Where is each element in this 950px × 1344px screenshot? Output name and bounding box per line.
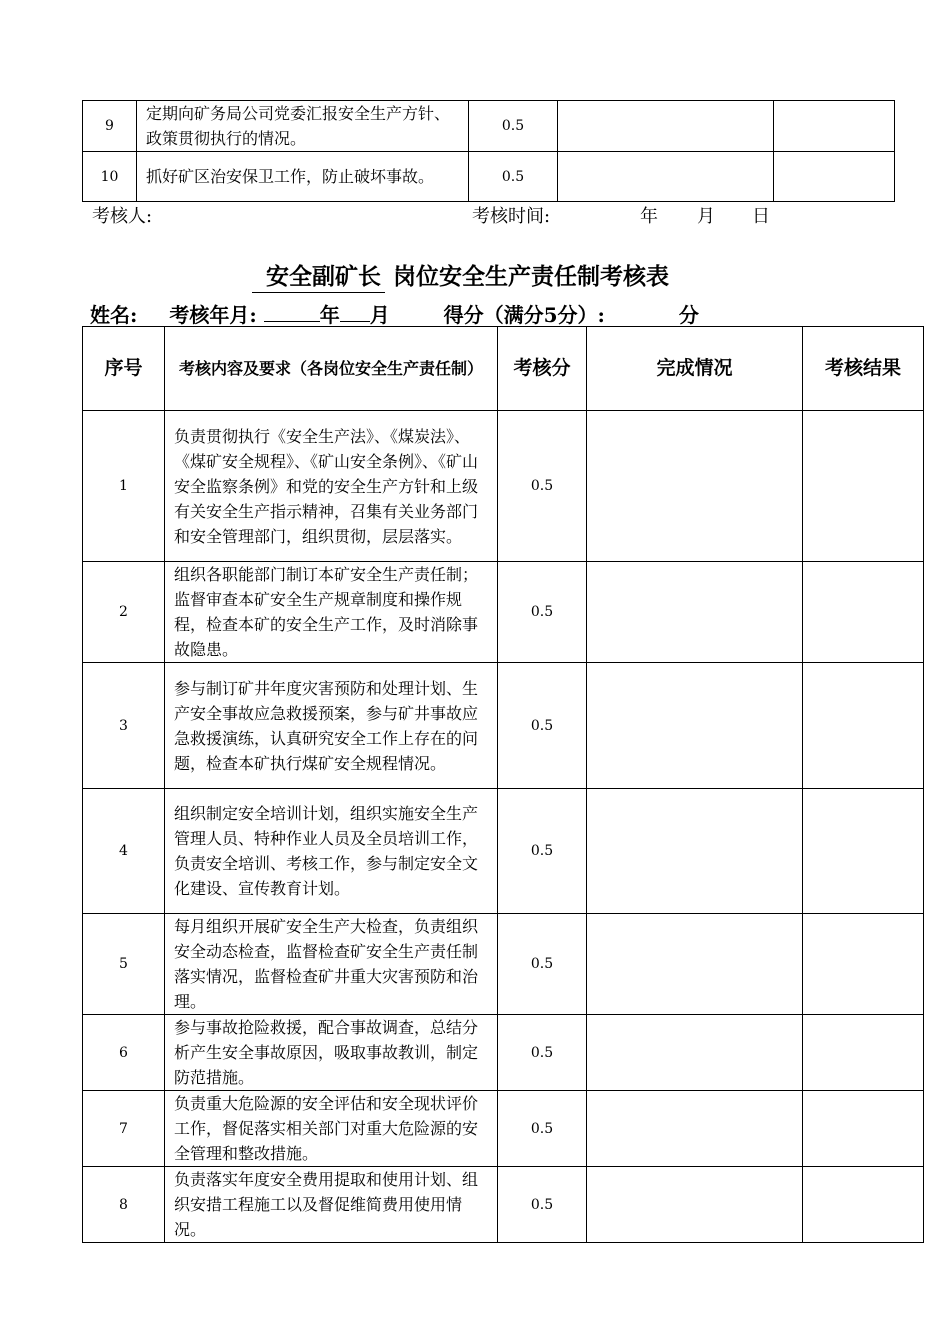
row-number: 9 <box>83 101 137 152</box>
row-score: 0.5 <box>469 101 558 152</box>
assessment-table <box>82 326 924 1243</box>
day-label: 日 <box>752 206 770 227</box>
header-result: 考核结果 <box>803 327 924 411</box>
score-label: 得分（满分5分）: <box>443 303 605 327</box>
table-row <box>83 789 924 914</box>
header-number: 序号 <box>83 327 165 411</box>
page-title <box>252 258 669 293</box>
table-row <box>83 1167 924 1243</box>
row-content: 参与事故抢险救援，配合事故调查，总结分析产生安全事故原因，吸取事故教训，制定防范措施。 <box>165 1015 498 1091</box>
row-content: 抓好矿区治安保卫工作，防止破坏事故。 <box>137 152 469 202</box>
month-label: 月 <box>697 206 715 227</box>
table-header-row <box>83 327 924 411</box>
row-status-cell[interactable] <box>587 562 803 663</box>
previous-page-table <box>82 100 895 202</box>
row-content: 每月组织开展矿安全生产大检查，负责组织安全动态检查，监督检查矿安全生产责任制落实情况，监督检查矿井重大灾害预防和治理。 <box>165 914 498 1015</box>
row-content: 参与制订矿井年度灾害预防和处理计划、生产安全事故应急救援预案，参与矿井事故应急救援演练，认真研究安全工作上存在的问题，检查本矿执行煤矿安全规程情况。 <box>165 663 498 789</box>
year-label: 年 <box>319 303 340 327</box>
table-row <box>83 1091 924 1167</box>
title-text: 岗位安全生产责任制考核表 <box>393 263 670 290</box>
assessment-time-label: 考核时间: <box>472 206 551 227</box>
row-number: 10 <box>83 152 137 202</box>
row-number: 3 <box>83 663 165 789</box>
row-result-cell[interactable] <box>803 789 924 914</box>
row-score: 0.5 <box>469 152 558 202</box>
year-label: 年 <box>640 206 658 227</box>
row-number: 1 <box>83 411 165 562</box>
info-line <box>90 299 699 328</box>
row-status-cell[interactable] <box>587 411 803 562</box>
row-status-cell[interactable] <box>587 789 803 914</box>
row-score: 0.5 <box>498 663 587 789</box>
row-content: 定期向矿务局公司党委汇报安全生产方针、政策贯彻执行的情况。 <box>137 101 469 152</box>
role-name: 安全副矿长 <box>252 258 385 293</box>
row-content: 负责贯彻执行《安全生产法》、《煤炭法》、《煤矿安全规程》、《矿山安全条例》、《矿山安全监察条例》和党的安全生产方针和上级有关安全生产指示精神，召集有关业务部门和安全管理部门，组织贯彻，层层落实。 <box>165 411 498 562</box>
table-row <box>83 152 895 202</box>
row-result-cell[interactable] <box>774 152 895 202</box>
table-row <box>83 101 895 152</box>
header-content: 考核内容及要求（各岗位安全生产责任制） <box>165 327 498 411</box>
year-blank[interactable] <box>264 303 320 322</box>
row-result-cell[interactable] <box>803 411 924 562</box>
table-row <box>83 562 924 663</box>
row-content: 组织各职能部门制订本矿安全生产责任制；监督审查本矿安全生产规章制度和操作规程，检查本矿的安全生产工作，及时消除事故隐患。 <box>165 562 498 663</box>
row-score: 0.5 <box>498 1015 587 1091</box>
row-result-cell[interactable] <box>774 101 895 152</box>
row-status-cell[interactable] <box>587 914 803 1015</box>
table-row <box>83 914 924 1015</box>
row-score: 0.5 <box>498 562 587 663</box>
score-unit: 分 <box>678 303 699 327</box>
row-result-cell[interactable] <box>803 663 924 789</box>
row-status-cell[interactable] <box>587 1015 803 1091</box>
row-status-cell[interactable] <box>587 1167 803 1243</box>
header-status: 完成情况 <box>587 327 803 411</box>
month-blank[interactable] <box>340 303 370 322</box>
row-content: 组织制定安全培训计划，组织实施安全生产管理人员、特种作业人员及全员培训工作，负责安全培训、考核工作，参与制定安全文化建设、宣传教育计划。 <box>165 789 498 914</box>
row-score: 0.5 <box>498 411 587 562</box>
table-row <box>83 1015 924 1091</box>
assessor-label: 考核人: <box>92 206 153 227</box>
row-status-cell[interactable] <box>558 101 774 152</box>
row-number: 5 <box>83 914 165 1015</box>
row-number: 2 <box>83 562 165 663</box>
row-content: 负责落实年度安全费用提取和使用计划、组织安措工程施工以及督促维简费用使用情况。 <box>165 1167 498 1243</box>
row-status-cell[interactable] <box>558 152 774 202</box>
month-label: 月 <box>369 303 390 327</box>
header-score: 考核分 <box>498 327 587 411</box>
row-result-cell[interactable] <box>803 1091 924 1167</box>
row-number: 8 <box>83 1167 165 1243</box>
row-score: 0.5 <box>498 789 587 914</box>
row-number: 6 <box>83 1015 165 1091</box>
row-content: 负责重大危险源的安全评估和安全现状评价工作，督促落实相关部门对重大危险源的安全管理和整改措施。 <box>165 1091 498 1167</box>
row-score: 0.5 <box>498 1091 587 1167</box>
row-score: 0.5 <box>498 1167 587 1243</box>
period-label: 考核年月: <box>169 303 257 327</box>
row-status-cell[interactable] <box>587 1091 803 1167</box>
row-result-cell[interactable] <box>803 914 924 1015</box>
row-number: 4 <box>83 789 165 914</box>
row-result-cell[interactable] <box>803 1015 924 1091</box>
row-number: 7 <box>83 1091 165 1167</box>
row-result-cell[interactable] <box>803 1167 924 1243</box>
name-label: 姓名: <box>90 303 138 327</box>
row-result-cell[interactable] <box>803 562 924 663</box>
table-row <box>83 663 924 789</box>
table-row <box>83 411 924 562</box>
row-status-cell[interactable] <box>587 663 803 789</box>
row-score: 0.5 <box>498 914 587 1015</box>
signature-line <box>92 202 770 228</box>
